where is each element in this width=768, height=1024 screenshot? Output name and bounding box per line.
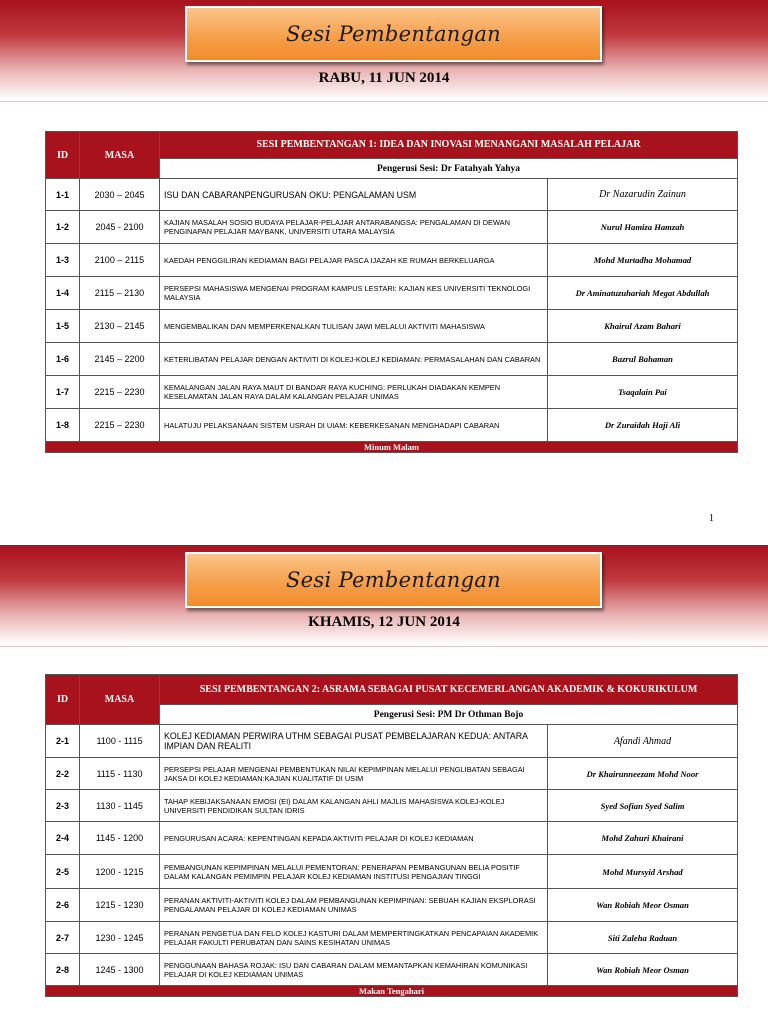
row-id: 2-3 (46, 790, 80, 822)
row-topic: PERSEPSI PELAJAR MENGENAI PEMBENTUKAN NILAI KEPIMPINAN MELALUI PENGLIBATAN SEBAGAI JAKSA DI KOLEJ KEDIAMAN:KAJIAN KUALITATIF DI USIM (160, 758, 548, 790)
table-header-row (46, 675, 738, 705)
row-presenter: Bazrul Bahaman (548, 343, 738, 376)
row-time: 1215 - 1230 (80, 889, 160, 922)
row-id: 1-5 (46, 310, 80, 343)
table-row (46, 310, 738, 343)
header-id: ID (46, 132, 80, 179)
schedule-table (45, 131, 738, 453)
row-id: 2-6 (46, 889, 80, 922)
break-row (46, 986, 738, 997)
row-topic: HALATUJU PELAKSANAAN SISTEM USRAH DI UIAM: KEBERKESANAN MENGHADAPI CABARAN (160, 409, 548, 442)
row-topic: KETERLIBATAN PELAJAR DENGAN AKTIVITI DI KOLEJ-KOLEJ KEDIAMAN: PERMASALAHAN DAN CABARAN (160, 343, 548, 376)
row-time: 1145 - 1200 (80, 822, 160, 855)
session-date: RABU, 11 JUN 2014 (318, 70, 450, 86)
table-row (46, 790, 738, 822)
table-row (46, 376, 738, 409)
row-id: 1-4 (46, 277, 80, 310)
header-masa: MASA (80, 132, 160, 179)
table-row (46, 343, 738, 376)
row-id: 1-1 (46, 179, 80, 211)
row-presenter: Dr Khairunneezam Mohd Noor (548, 758, 738, 790)
row-topic: PEMBANGUNAN KEPIMPINAN MELALUI PEMENTORAN: PENERAPAN PEMBANGUNAN BELIA POSITIF DALAM KALANGAN PEMIMPIN PELAJAR KOLEJ KEDIAMAN INSTITUSI PENGAJIAN TINGGI (160, 855, 548, 889)
row-presenter: Khairul Azam Bahari (548, 310, 738, 343)
table-row (46, 922, 738, 954)
row-presenter: Mohd Zahuri Khairani (548, 822, 738, 855)
header-divider (0, 101, 768, 102)
table-row (46, 822, 738, 855)
row-id: 2-7 (46, 922, 80, 954)
row-id: 1-8 (46, 409, 80, 442)
row-id: 1-2 (46, 211, 80, 244)
row-time: 2130 – 2145 (80, 310, 160, 343)
header-divider (0, 646, 768, 647)
row-time: 2115 – 2130 (80, 277, 160, 310)
row-presenter: Nurul Hamiza Hamzah (548, 211, 738, 244)
row-topic: KAJIAN MASALAH SOSIO BUDAYA PELAJAR-PELAJAR ANTARABANGSA: PENGALAMAN DI DEWAN PENGINAPAN PELAJAR MAYBANK, UNIVERSITI UTARA MALAYSIA (160, 211, 548, 244)
session-chair: Pengerusi Sesi: PM Dr Othman Bojo (160, 705, 738, 725)
row-id: 1-6 (46, 343, 80, 376)
row-presenter: Mohd Mursyid Arshad (548, 855, 738, 889)
page-2 (0, 545, 768, 1024)
row-presenter: Wan Robiah Meor Osman (548, 889, 738, 922)
row-topic: PENGGUNAAN BAHASA ROJAK: ISU DAN CABARAN DALAM MEMANTAPKAN KEMAHIRAN KOMUNIKASI PELAJAR DI KOLEJ KEDIAMAN UNIMAS (160, 954, 548, 986)
row-topic: PERSEPSI MAHASISWA MENGENAI PROGRAM KAMPUS LESTARI: KAJIAN KES UNIVERSITI TEKNOLOGI MALAYSIA (160, 277, 548, 310)
row-topic: PENGURUSAN ACARA: KEPENTINGAN KEPADA AKTIVITI PELAJAR DI KOLEJ KEDIAMAN (160, 822, 548, 855)
row-time: 2215 – 2230 (80, 376, 160, 409)
row-time: 1100 - 1115 (80, 725, 160, 758)
session-chair: Pengerusi Sesi: Dr Fatahyah Yahya (160, 159, 738, 179)
row-presenter: Syed Sofian Syed Salim (548, 790, 738, 822)
row-topic: ISU DAN CABARANPENGURUSAN OKU: PENGALAMAN USM (160, 179, 548, 211)
row-id: 2-2 (46, 758, 80, 790)
banner-title: Sesi Pembentangan (286, 568, 501, 592)
table-header-row (46, 132, 738, 159)
row-id: 1-3 (46, 244, 80, 277)
row-presenter: Dr Zuraidah Haji Ali (548, 409, 738, 442)
row-id: 2-8 (46, 954, 80, 986)
row-time: 2030 – 2045 (80, 179, 160, 211)
table-row (46, 758, 738, 790)
session-date: KHAMIS, 12 JUN 2014 (308, 614, 460, 630)
break-label: Makan Tengahari (46, 986, 738, 997)
table-row (46, 855, 738, 889)
row-presenter: Afandi Ahmad (548, 725, 738, 758)
row-time: 2145 – 2200 (80, 343, 160, 376)
row-topic: MENGEMBALIKAN DAN MEMPERKENALKAN TULISAN JAWI MELALUI AKTIVITI MAHASISWA (160, 310, 548, 343)
table-row (46, 889, 738, 922)
table-row (46, 244, 738, 277)
table-row (46, 277, 738, 310)
row-id: 2-5 (46, 855, 80, 889)
row-presenter: Siti Zaleha Raduan (548, 922, 738, 954)
row-id: 2-1 (46, 725, 80, 758)
row-time: 1245 - 1300 (80, 954, 160, 986)
row-time: 1130 - 1145 (80, 790, 160, 822)
break-label: Minum Malam (46, 442, 738, 453)
row-topic: KOLEJ KEDIAMAN PERWIRA UTHM SEBAGAI PUSAT PEMBELAJARAN KEDUA: ANTARA IMPIAN DAN REALITI (160, 725, 548, 758)
row-presenter: Mohd Murtadha Mohamad (548, 244, 738, 277)
table-row (46, 179, 738, 211)
banner-title: Sesi Pembentangan (286, 22, 501, 46)
row-presenter: Tsaqalain Pai (548, 376, 738, 409)
row-topic: PERANAN AKTIVITI-AKTIVITI KOLEJ DALAM PEMBANGUNAN KEPIMPINAN: SEBUAH KAJIAN EKSPLORASI PENGALAMAN PELAJAR DI KOLEJ KEDIAMAN UNIMAS (160, 889, 548, 922)
title-banner (185, 552, 602, 608)
table-row (46, 211, 738, 244)
row-time: 1115 - 1130 (80, 758, 160, 790)
break-row (46, 442, 738, 453)
row-time: 2045 - 2100 (80, 211, 160, 244)
row-presenter: Dr Nazarudin Zainun (548, 179, 738, 211)
row-presenter: Dr Aminatuzuhariah Megat Abdullah (548, 277, 738, 310)
table-row (46, 954, 738, 986)
row-id: 1-7 (46, 376, 80, 409)
schedule-table (45, 674, 738, 997)
session-title: SESI PEMBENTANGAN 1: IDEA DAN INOVASI MENANGANI MASALAH PELAJAR (160, 132, 738, 159)
row-time: 1200 - 1215 (80, 855, 160, 889)
row-id: 2-4 (46, 822, 80, 855)
row-time: 1230 - 1245 (80, 922, 160, 954)
table-row (46, 725, 738, 758)
header-masa: MASA (80, 675, 160, 725)
row-presenter: Wan Robiah Meor Osman (548, 954, 738, 986)
row-topic: KEMALANGAN JALAN RAYA MAUT DI BANDAR RAYA KUCHING: PERLUKAH DIADAKAN KEMPEN KESELAMATAN JALAN RAYA DALAM KALANGAN PELAJAR UNIMAS (160, 376, 548, 409)
title-banner (185, 6, 602, 62)
row-topic: TAHAP KEBIJAKSANAAN EMOSI (EI) DALAM KALANGAN AHLI MAJLIS MAHASISWA KOLEJ-KOLEJ UNIVERSITI PENDIDIKAN SULTAN IDRIS (160, 790, 548, 822)
page-number: 1 (709, 513, 714, 524)
session-title: SESI PEMBENTANGAN 2: ASRAMA SEBAGAI PUSAT KECEMERLANGAN AKADEMIK & KOKURIKULUM (160, 675, 738, 705)
row-time: 2100 – 2115 (80, 244, 160, 277)
row-time: 2215 – 2230 (80, 409, 160, 442)
row-topic: PERANAN PENGETUA DAN FELO KOLEJ KASTURI DALAM MEMPERTINGKATKAN PENCAPAIAN AKADEMIK PELAJAR FAKULTI PERUBATAN DAN SAINS KESIHATAN UNIMAS (160, 922, 548, 954)
row-topic: KAEDAH PENGGILIRAN KEDIAMAN BAGI PELAJAR PASCA IJAZAH KE RUMAH BERKELUARGA (160, 244, 548, 277)
header-id: ID (46, 675, 80, 725)
table-row (46, 409, 738, 442)
